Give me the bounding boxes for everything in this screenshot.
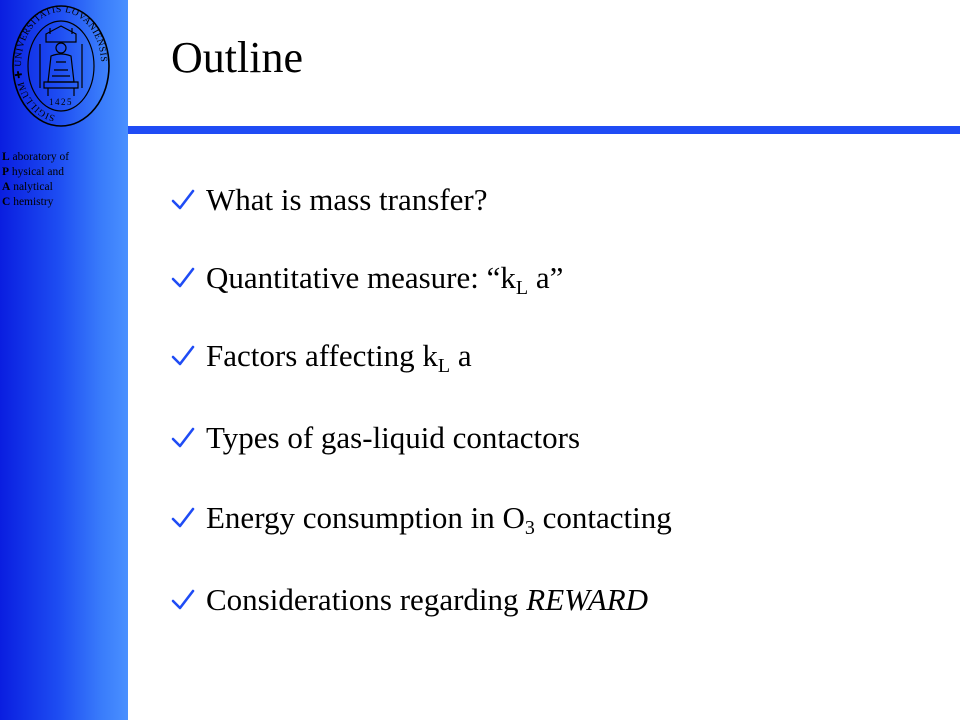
sidebar xyxy=(0,0,128,720)
checkmark-icon xyxy=(170,265,196,291)
bullet-text-main: What is mass transfer? xyxy=(206,182,488,217)
checkmark-icon xyxy=(170,187,196,213)
seal-motto: SIGILLUM ✚ UNIVERSITATIS LOVANIENSIS xyxy=(14,4,109,123)
bullet-text xyxy=(206,260,564,299)
bullet-text-main: Considerations regarding xyxy=(206,582,527,617)
bullet-text-tail: a” xyxy=(528,260,564,295)
bullet-text xyxy=(206,182,487,218)
checkmark-icon xyxy=(170,505,196,531)
university-seal-icon xyxy=(10,4,112,132)
bullet-text-main: Factors affecting k xyxy=(206,338,438,373)
checkmark-icon xyxy=(170,587,196,613)
bullet-text-tail: a xyxy=(450,338,472,373)
bullet-item xyxy=(170,570,648,630)
bullet-text-main: Types of gas-liquid contactors xyxy=(206,420,581,455)
bullet-text xyxy=(206,420,580,456)
checkmark-icon xyxy=(170,425,196,451)
lab-initial: C xyxy=(2,196,11,208)
bullet-item xyxy=(170,326,472,386)
lab-line xyxy=(2,150,126,165)
bullet-text-tail: contacting xyxy=(534,500,672,535)
bullet-text xyxy=(206,338,472,377)
bullet-item xyxy=(170,488,672,548)
lab-line xyxy=(2,180,126,195)
bullet-item xyxy=(170,248,563,308)
subscript: 3 xyxy=(524,517,535,539)
lab-line xyxy=(2,165,126,180)
lab-initial: A xyxy=(2,181,11,193)
lab-rest: hysical and xyxy=(9,166,64,178)
bullet-text xyxy=(206,582,648,618)
title-divider xyxy=(128,126,960,134)
lab-rest: nalytical xyxy=(10,181,53,193)
bullet-item xyxy=(170,170,487,230)
lab-initial: P xyxy=(2,166,10,178)
bullet-item xyxy=(170,408,580,468)
seal-year: 1425 xyxy=(49,97,73,107)
bullet-text-main: Energy consumption in O xyxy=(206,500,525,535)
checkmark-icon xyxy=(170,343,196,369)
lab-line xyxy=(2,195,126,210)
laboratory-name xyxy=(2,150,126,210)
lab-rest: aboratory of xyxy=(9,151,70,163)
subscript: L xyxy=(437,355,451,377)
subscript: L xyxy=(515,277,529,299)
bullet-text-main: Quantitative measure: “k xyxy=(206,260,516,295)
bullet-text xyxy=(206,500,672,539)
bullet-emphasis: REWARD xyxy=(526,582,649,617)
slide-title: Outline xyxy=(171,33,303,82)
lab-rest: hemistry xyxy=(10,196,54,208)
lab-initial: L xyxy=(2,151,10,163)
